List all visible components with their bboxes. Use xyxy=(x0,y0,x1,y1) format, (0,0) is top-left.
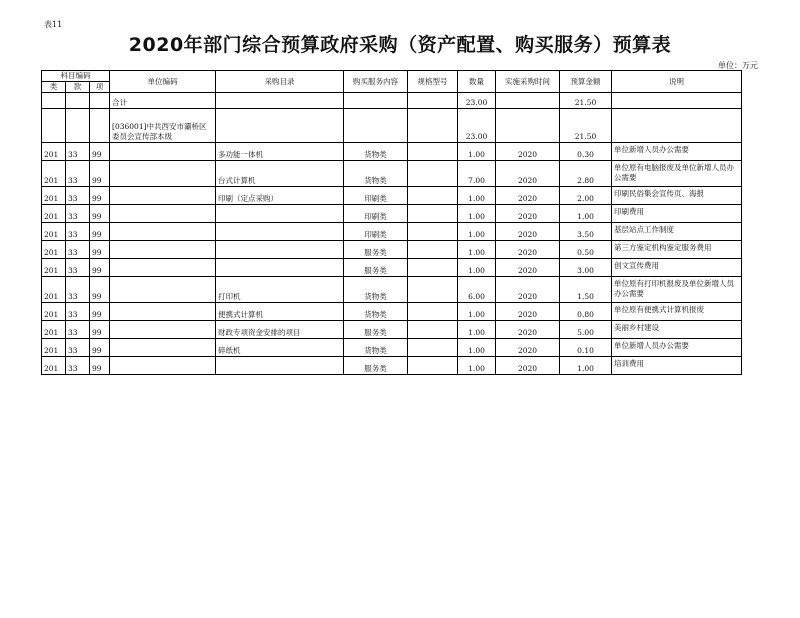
cell-quantity: 7.00 xyxy=(458,161,496,187)
cell-service: 服务类 xyxy=(344,259,408,277)
cell-note: 创文宣传费用 xyxy=(612,259,742,277)
org-unit: [036001]中共西安市灞桥区委员会宣传部本级 xyxy=(110,109,216,143)
cell-catalog xyxy=(216,259,344,277)
cell-service: 服务类 xyxy=(344,357,408,375)
cell-xiang: 99 xyxy=(90,357,110,375)
cell-lei: 201 xyxy=(42,205,66,223)
cell-time: 2020 xyxy=(496,187,560,205)
cell-quantity: 1.00 xyxy=(458,187,496,205)
header-subject-code: 科目编码 xyxy=(42,71,110,82)
page-title: 2020年部门综合预算政府采购（资产配置、购买服务）预算表 xyxy=(128,34,672,56)
cell-kuan: 33 xyxy=(66,303,90,321)
cell-note: 基层站点工作制度 xyxy=(612,223,742,241)
cell-lei: 201 xyxy=(42,241,66,259)
cell-unit-code xyxy=(110,223,216,241)
cell-xiang: 99 xyxy=(90,241,110,259)
cell-time: 2020 xyxy=(496,143,560,161)
cell-kuan: 33 xyxy=(66,187,90,205)
cell-quantity: 1.00 xyxy=(458,223,496,241)
total-quantity: 23.00 xyxy=(458,93,496,109)
table-row xyxy=(42,241,742,259)
table-row xyxy=(42,143,742,161)
cell-xiang: 99 xyxy=(90,277,110,303)
cell-lei: 201 xyxy=(42,143,66,161)
cell-kuan: 33 xyxy=(66,259,90,277)
procurement-table xyxy=(41,70,742,375)
cell-time: 2020 xyxy=(496,161,560,187)
cell-amount: 0.30 xyxy=(560,143,612,161)
cell-kuan: 33 xyxy=(66,143,90,161)
cell-spec xyxy=(408,223,458,241)
cell-unit-code xyxy=(110,321,216,339)
cell-kuan: 33 xyxy=(66,205,90,223)
cell-unit-code xyxy=(110,277,216,303)
header-spec: 规格型号 xyxy=(408,71,458,93)
header-time: 实施采购时间 xyxy=(496,71,560,93)
cell-note: 培训费用 xyxy=(612,357,742,375)
cell-note: 单位原有打印机报废及单位新增人员办公需要 xyxy=(612,277,742,303)
cell-service: 货物类 xyxy=(344,339,408,357)
cell-xiang: 99 xyxy=(90,259,110,277)
cell-amount: 1.00 xyxy=(560,205,612,223)
cell-note: 第三方鉴定机构鉴定服务费用 xyxy=(612,241,742,259)
unit-label: 单位：万元 xyxy=(718,61,758,70)
cell-spec xyxy=(408,339,458,357)
cell-catalog: 财政专项资金安排的项目 xyxy=(216,321,344,339)
cell-lei: 201 xyxy=(42,339,66,357)
cell-note: 单位新增人员办公需要 xyxy=(612,143,742,161)
cell-service: 服务类 xyxy=(344,321,408,339)
cell-kuan: 33 xyxy=(66,339,90,357)
cell-quantity: 6.00 xyxy=(458,277,496,303)
cell-quantity: 1.00 xyxy=(458,303,496,321)
cell-spec xyxy=(408,321,458,339)
cell-catalog: 打印机 xyxy=(216,277,344,303)
cell-quantity: 1.00 xyxy=(458,241,496,259)
cell-unit-code xyxy=(110,303,216,321)
cell-spec xyxy=(408,143,458,161)
table-row xyxy=(42,277,742,303)
cell-spec xyxy=(408,277,458,303)
cell-spec xyxy=(408,161,458,187)
cell-unit-code xyxy=(110,205,216,223)
cell-time: 2020 xyxy=(496,357,560,375)
cell-amount: 3.50 xyxy=(560,223,612,241)
org-row xyxy=(42,109,742,143)
header-quantity: 数量 xyxy=(458,71,496,93)
total-amount: 21.50 xyxy=(560,93,612,109)
cell-catalog xyxy=(216,205,344,223)
cell-spec xyxy=(408,357,458,375)
cell-spec xyxy=(408,241,458,259)
cell-lei: 201 xyxy=(42,357,66,375)
cell-lei: 201 xyxy=(42,187,66,205)
header-catalog: 采购目录 xyxy=(216,71,344,93)
cell-kuan: 33 xyxy=(66,277,90,303)
header-note: 说明 xyxy=(612,71,742,93)
cell-amount: 0.10 xyxy=(560,339,612,357)
cell-amount: 1.50 xyxy=(560,277,612,303)
cell-lei: 201 xyxy=(42,161,66,187)
cell-time: 2020 xyxy=(496,241,560,259)
table-row xyxy=(42,259,742,277)
cell-unit-code xyxy=(110,187,216,205)
cell-kuan: 33 xyxy=(66,223,90,241)
sheet-label: 表11 xyxy=(44,20,63,29)
org-amount: 21.50 xyxy=(560,109,612,143)
cell-catalog: 多功能一体机 xyxy=(216,143,344,161)
cell-spec xyxy=(408,187,458,205)
table-row xyxy=(42,223,742,241)
cell-time: 2020 xyxy=(496,277,560,303)
cell-spec xyxy=(408,205,458,223)
cell-quantity: 1.00 xyxy=(458,259,496,277)
table-row xyxy=(42,321,742,339)
cell-service: 货物类 xyxy=(344,277,408,303)
cell-catalog xyxy=(216,241,344,259)
cell-kuan: 33 xyxy=(66,161,90,187)
cell-quantity: 1.00 xyxy=(458,357,496,375)
cell-catalog xyxy=(216,223,344,241)
cell-catalog: 台式计算机 xyxy=(216,161,344,187)
cell-lei: 201 xyxy=(42,321,66,339)
cell-time: 2020 xyxy=(496,321,560,339)
cell-amount: 2.00 xyxy=(560,187,612,205)
cell-xiang: 99 xyxy=(90,161,110,187)
cell-time: 2020 xyxy=(496,205,560,223)
cell-xiang: 99 xyxy=(90,321,110,339)
cell-service: 印刷类 xyxy=(344,205,408,223)
cell-amount: 0.50 xyxy=(560,241,612,259)
cell-note: 印刷费用 xyxy=(612,205,742,223)
cell-time: 2020 xyxy=(496,223,560,241)
table-row xyxy=(42,303,742,321)
cell-kuan: 33 xyxy=(66,241,90,259)
cell-quantity: 1.00 xyxy=(458,205,496,223)
cell-service: 货物类 xyxy=(344,161,408,187)
cell-amount: 5.00 xyxy=(560,321,612,339)
cell-catalog: 印刷（定点采购） xyxy=(216,187,344,205)
cell-note: 单位原有电脑报废及单位新增人员办公需要 xyxy=(612,161,742,187)
header-lei: 类 xyxy=(42,82,66,93)
table-row xyxy=(42,357,742,375)
header-kuan: 款 xyxy=(66,82,90,93)
cell-catalog xyxy=(216,357,344,375)
cell-note: 美丽乡村建设 xyxy=(612,321,742,339)
cell-service: 货物类 xyxy=(344,303,408,321)
cell-service: 印刷类 xyxy=(344,187,408,205)
cell-amount: 0.80 xyxy=(560,303,612,321)
cell-unit-code xyxy=(110,357,216,375)
header-amount: 预算金额 xyxy=(560,71,612,93)
cell-catalog: 便携式计算机 xyxy=(216,303,344,321)
cell-kuan: 33 xyxy=(66,321,90,339)
table-row xyxy=(42,161,742,187)
cell-time: 2020 xyxy=(496,259,560,277)
total-row xyxy=(42,93,742,109)
cell-note: 单位新增人员办公需要 xyxy=(612,339,742,357)
cell-quantity: 1.00 xyxy=(458,143,496,161)
header-service-content: 购买服务内容 xyxy=(344,71,408,93)
org-quantity: 23.00 xyxy=(458,109,496,143)
table-row xyxy=(42,339,742,357)
cell-lei: 201 xyxy=(42,259,66,277)
cell-spec xyxy=(408,259,458,277)
table-row xyxy=(42,205,742,223)
cell-lei: 201 xyxy=(42,303,66,321)
cell-spec xyxy=(408,303,458,321)
cell-service: 印刷类 xyxy=(344,223,408,241)
cell-quantity: 1.00 xyxy=(458,321,496,339)
header-unit-code: 单位编码 xyxy=(110,71,216,93)
cell-unit-code xyxy=(110,339,216,357)
header-xiang: 项 xyxy=(90,82,110,93)
cell-lei: 201 xyxy=(42,223,66,241)
table-row xyxy=(42,187,742,205)
cell-quantity: 1.00 xyxy=(458,339,496,357)
cell-unit-code xyxy=(110,161,216,187)
cell-xiang: 99 xyxy=(90,205,110,223)
cell-xiang: 99 xyxy=(90,303,110,321)
cell-xiang: 99 xyxy=(90,187,110,205)
cell-note: 印刷民俗集会宣传页、海报 xyxy=(612,187,742,205)
cell-lei: 201 xyxy=(42,277,66,303)
cell-unit-code xyxy=(110,241,216,259)
total-label: 合计 xyxy=(110,93,216,109)
cell-unit-code xyxy=(110,259,216,277)
cell-amount: 2.80 xyxy=(560,161,612,187)
cell-time: 2020 xyxy=(496,339,560,357)
cell-catalog: 碎纸机 xyxy=(216,339,344,357)
cell-amount: 1.00 xyxy=(560,357,612,375)
cell-xiang: 99 xyxy=(90,339,110,357)
cell-xiang: 99 xyxy=(90,143,110,161)
cell-note: 单位原有便携式计算机报废 xyxy=(612,303,742,321)
cell-amount: 3.00 xyxy=(560,259,612,277)
cell-unit-code xyxy=(110,143,216,161)
cell-time: 2020 xyxy=(496,303,560,321)
cell-service: 服务类 xyxy=(344,241,408,259)
header-row-1 xyxy=(42,71,742,82)
cell-service: 货物类 xyxy=(344,143,408,161)
cell-xiang: 99 xyxy=(90,223,110,241)
cell-kuan: 33 xyxy=(66,357,90,375)
